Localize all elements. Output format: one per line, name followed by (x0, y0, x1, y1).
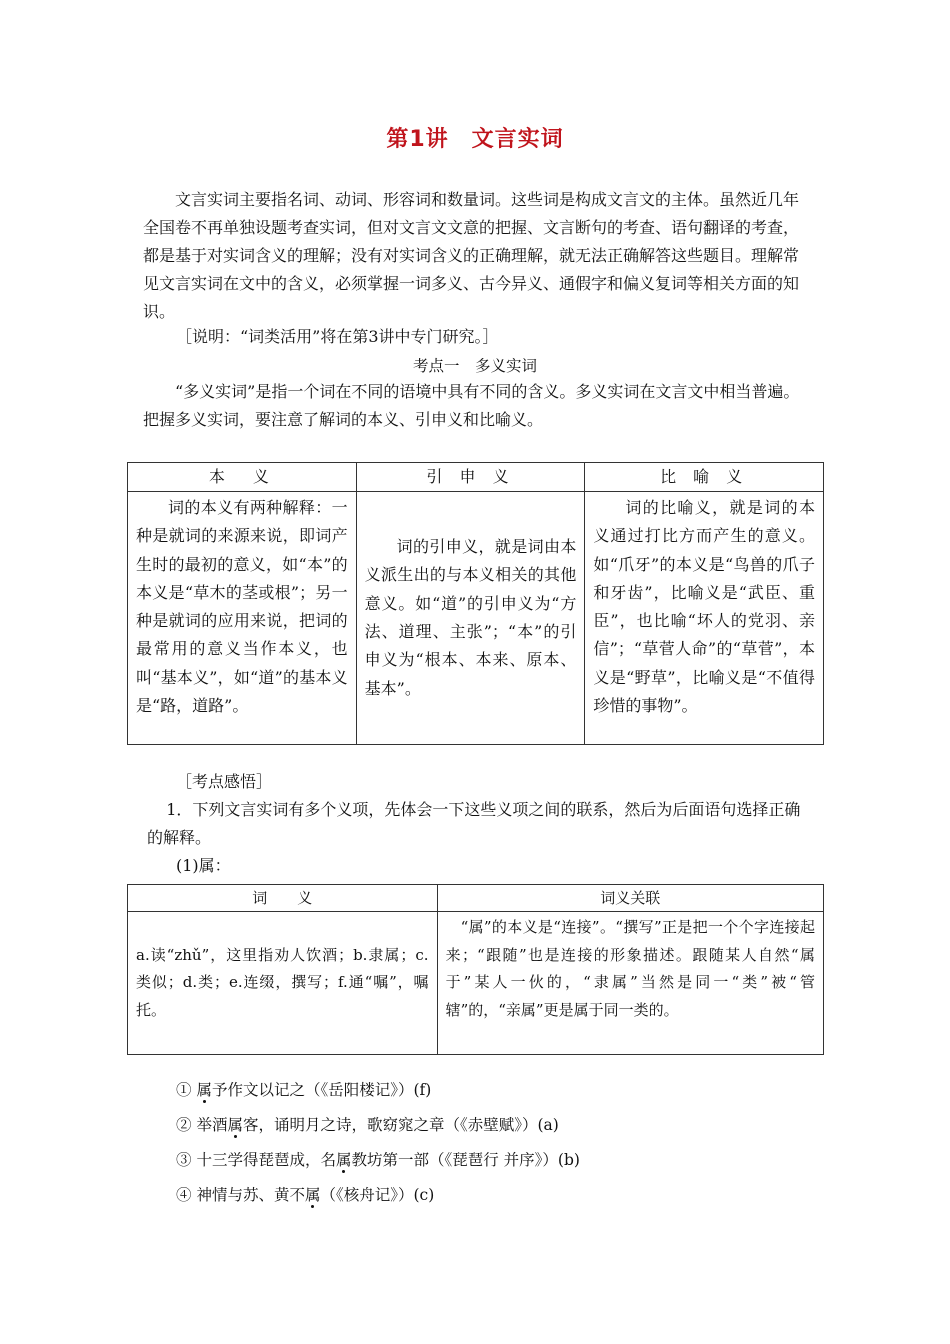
insight-label: ［考点感悟］ (176, 772, 273, 791)
meaning-types-table (127, 462, 824, 745)
example-after: 予作文以记之（《岳阳楼记》）(f) (211, 1081, 432, 1099)
cell-figurative-meaning: 词的比喻义，就是词的本义通过打比方而产生的意义。如“爪牙”的本义是“鸟兽的爪子和牙齿”，比喻义是“武臣、重臣”，也比喻“坏人的党羽、亲信”；“草菅人命”的“草菅”，本义是“野草”，比喻义是“不值得珍惜的事物”。 (585, 492, 824, 745)
word-meaning-table (127, 884, 824, 1055)
cell-word-meanings: a.读“zhǔ”，这里指劝人饮酒；b.隶属；c.类似；d.类；e.连缀，撰写；f.通“嘱”，嘱托。 (128, 912, 438, 1055)
header-figurative-meaning: 比 喻 义 (585, 463, 824, 492)
example-before: 十三学得琵琶成，名 (196, 1151, 336, 1169)
table-row (128, 912, 824, 1055)
example-after: 客，诵明月之诗，歌窈窕之章（《赤壁赋》）(a) (242, 1116, 559, 1134)
example-number: ① (176, 1081, 192, 1099)
key-word: 属 (335, 1151, 352, 1169)
key-word: 属 (227, 1116, 243, 1134)
key-word: 属 (196, 1081, 212, 1099)
page-title: 第1讲 文言实词 (386, 127, 564, 152)
header-original-meaning: 本 义 (128, 463, 357, 492)
cell-meaning-relation: “属”的本义是“连接”。“撰写”正是把一个个字连接起来；“跟随”也是连接的形象描述。跟随某人自然“属于”某人一伙的，“隶属”当然是同一“类”被“管辖”的，“亲属”更是属于同一类的。 (437, 912, 823, 1055)
example-after: 教坊第一部（《琵琶行 并序》）(b) (351, 1151, 580, 1169)
question-text: 1．下列文言实词有多个义项，先体会一下这些义项之间的联系，然后为后面语句选择正确的解释。 (147, 800, 801, 847)
example-after: （《核舟记》）(c) (320, 1186, 435, 1204)
section-heading: 考点一 多义实词 (412, 357, 537, 375)
table-row (128, 492, 824, 745)
header-meaning-relation: 词义关联 (437, 885, 823, 912)
table-header-row (128, 463, 824, 492)
section-intro: “多义实词”是指一个词在不同的语境中具有不同的含义。多义实词在文言文中相当普遍。把握多义实词，要注意了解词的本义、引申义和比喻义。 (143, 382, 800, 429)
example-number: ② (176, 1116, 192, 1134)
header-extended-meaning: 引 申 义 (356, 463, 585, 492)
cell-original-meaning: 词的本义有两种解释：一种是就词的来源来说，即词产生时的最初的意义，如“本”的本义是“草木的茎或根”；另一种是就词的应用来说，把词的最常用的意义当作本义，也叫“基本义”，如“道”的基本义是“路，道路”。 (128, 492, 357, 745)
example-number: ③ (176, 1151, 192, 1169)
key-word: 属 (304, 1186, 321, 1204)
cell-extended-meaning: 词的引申义，就是词由本义派生出的与本义相关的其他意义。如“道”的引申义为“方法、道理、主张”；“本”的引申义为“根本、本来、原本、基本”。 (356, 492, 585, 745)
sub-question-label: (1)属： (176, 856, 231, 875)
example-before: 举酒 (196, 1116, 228, 1134)
example-number: ④ (176, 1186, 192, 1204)
note-text: ［说明：“词类活用”将在第3讲中专门研究。］ (176, 327, 499, 346)
header-word-meanings: 词 义 (128, 885, 438, 912)
example-sentence-3 (176, 1148, 580, 1172)
table-header-row (128, 885, 824, 912)
example-sentence-4 (176, 1183, 434, 1207)
intro-paragraph: 文言实词主要指名词、动词、形容词和数量词。这些词是构成文言文的主体。虽然近几年全国卷不再单独设题考查实词，但对文言文文意的把握、文言断句的考查、语句翻译的考查，都是基于对实词含义的理解；没有对实词含义的正确理解，就无法正确解答这些题目。理解常见文言实词在文中的含义，必须掌握一词多义、古今异义、通假字和偏义复词等相关方面的知识。 (143, 190, 800, 321)
example-sentence-1 (176, 1078, 431, 1102)
example-before: 神情与苏、黄不 (196, 1186, 305, 1204)
example-sentence-2 (176, 1113, 559, 1137)
